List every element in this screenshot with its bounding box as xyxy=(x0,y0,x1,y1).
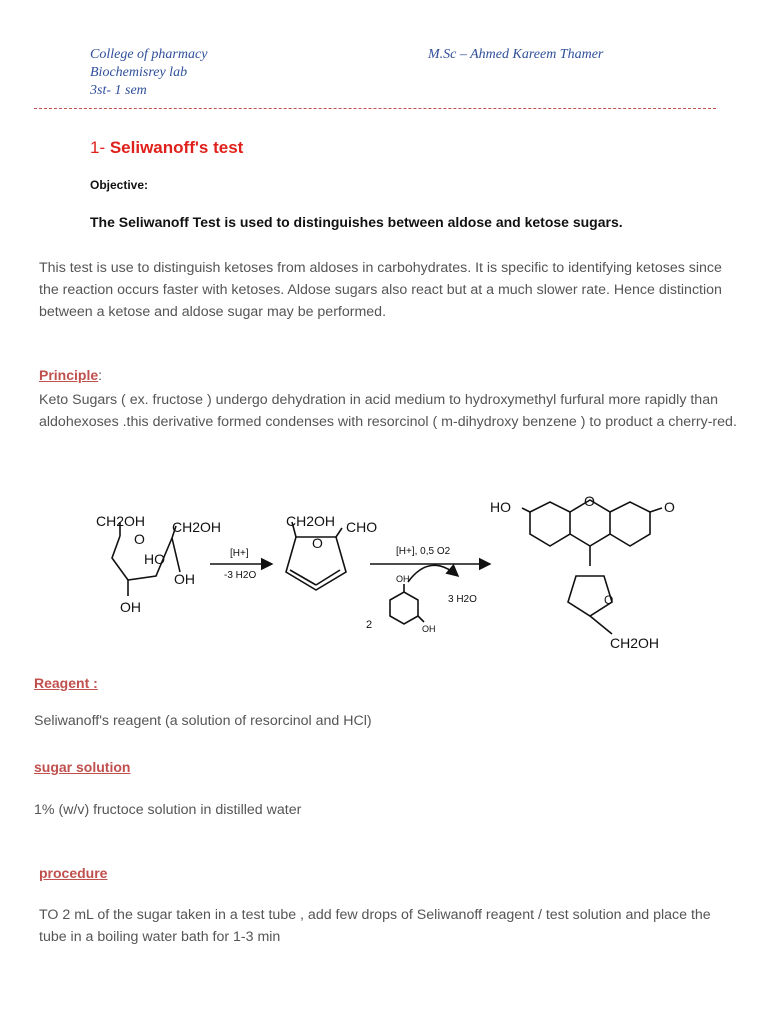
hmf-ch2oh: CH2OH xyxy=(286,513,336,529)
principle-heading xyxy=(39,367,102,383)
product-furan-o: O xyxy=(604,593,614,607)
step1-water-loss: -3 H2O xyxy=(224,570,257,581)
fructose-ch2oh-left: CH2OH xyxy=(96,513,146,529)
product-ch2oh: CH2OH xyxy=(610,635,660,651)
procedure-text: TO 2 mL of the sugar taken in a test tube , add few drops of Seliwanoff reagent / test solution and place the tube in a boiling water bath for 1-3 min xyxy=(39,907,711,945)
semester: 3st- 1 sem xyxy=(90,83,147,98)
intro-paragraph: This test is use to distinguish ketoses from aldoses in carbohydrates. It is specific to identifying ketoses since the reaction occurs faster with ketoses. Aldose sugars also react but at a much slower rate. Hence distinction between a ketose and aldose sugar may be performed. xyxy=(39,260,722,320)
lab-name: Biochemisrey lab xyxy=(90,65,188,80)
hmf-cho: CHO xyxy=(346,519,378,535)
hmf-ring-o: O xyxy=(312,535,323,551)
principle-paragraph: Keto Sugars ( ex. fructose ) undergo dehydration in acid medium to hydroxymethyl furfural more rapidly than aldohexoses .this derivative formed condenses with resorcinol ( m-dihydroxy benzene ) to product a cherry-red. xyxy=(39,392,737,430)
sugar-solution-text: 1% (w/v) fructoce solution in distilled water xyxy=(34,802,302,818)
header-left xyxy=(90,46,207,100)
author-name: M.Sc – Ahmed Kareem Thamer xyxy=(428,47,604,62)
product-keto-o: O xyxy=(664,499,675,515)
step2-water: 3 H2O xyxy=(448,594,477,605)
section-title-text: Seliwanoff's test xyxy=(109,138,244,157)
reagent-heading: Reagent : xyxy=(34,675,98,691)
fructose-oh-right: OH xyxy=(174,571,195,587)
fructose-ch2oh-right: CH2OH xyxy=(172,519,222,535)
procedure-heading: procedure xyxy=(39,865,108,881)
product-ho: HO xyxy=(490,499,511,515)
resorcinol-coefficient: 2 xyxy=(366,619,373,631)
resorcinol-oh-top: OH xyxy=(396,574,410,584)
fructose-ring-o: O xyxy=(134,531,145,547)
product-ring-o: O xyxy=(584,493,595,509)
objective-statement: The Seliwanoff Test is used to distinguishes between aldose and ketose sugars. xyxy=(90,214,623,230)
section-number: 1- xyxy=(90,138,110,157)
objective-label: Objective: xyxy=(90,178,149,192)
sugar-solution-heading: sugar solution xyxy=(34,759,131,775)
fructose-oh-bottom: OH xyxy=(120,599,141,615)
principle-label: Principle xyxy=(39,367,99,383)
reaction-scheme xyxy=(90,492,700,664)
fructose-ho: HO xyxy=(144,551,165,567)
header-separator xyxy=(34,108,716,109)
reagent-text: Seliwanoff's reagent (a solution of resorcinol and HCl) xyxy=(34,713,372,729)
principle-colon: : xyxy=(98,367,103,383)
section-title xyxy=(90,138,243,158)
step1-catalyst: [H+] xyxy=(230,548,249,559)
college-name: College of pharmacy xyxy=(90,47,208,62)
step2-reagents: [H+], 0,5 O2 xyxy=(396,546,451,557)
resorcinol-oh-bottom: OH xyxy=(422,624,436,634)
